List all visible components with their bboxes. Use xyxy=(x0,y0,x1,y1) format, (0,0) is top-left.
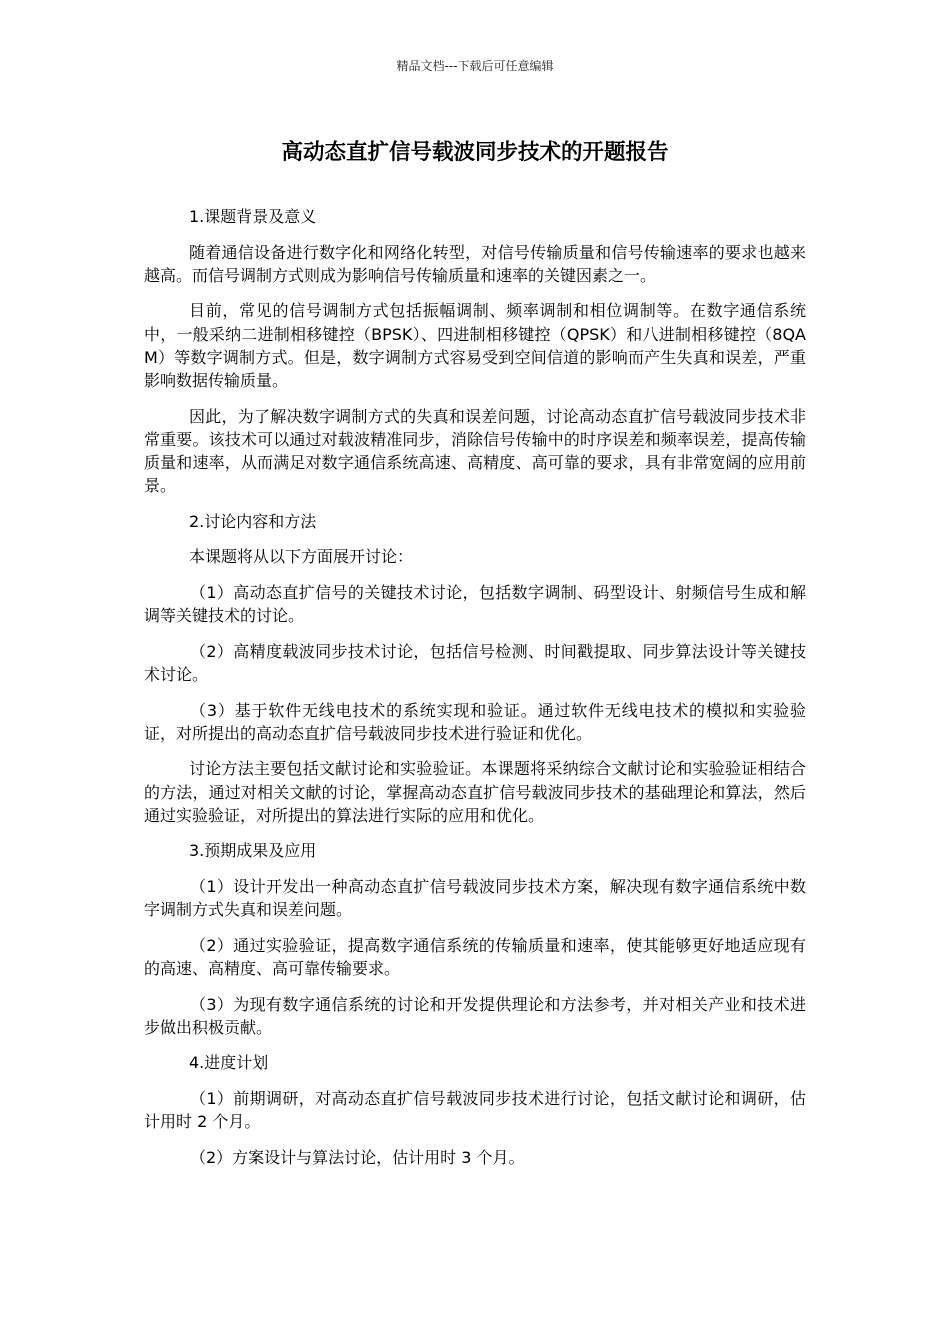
list-item: （2）高精度载波同步技术讨论，包括信号检测、时间戳提取、同步算法设计等关键技术讨论。 xyxy=(144,641,806,684)
document-title: 高动态直扩信号载波同步技术的开题报告 xyxy=(281,140,669,165)
list-item: （3）为现有数字通信系统的讨论和开发提供理论和方法参考，并对相关产业和技术进步做出积极贡献。 xyxy=(144,994,806,1037)
document-body xyxy=(144,205,806,1181)
list-item: （3）基于软件无线电技术的系统实现和验证。通过软件无线电技术的模拟和实验验证，对所提出的高动态直扩信号载波同步技术进行验证和优化。 xyxy=(144,700,806,743)
list-item: （2）通过实验验证，提高数字通信系统的传输质量和速率，使其能够更好地适应现有的高速、高精度、高可靠传输要求。 xyxy=(144,935,806,978)
section-heading-expected-results: 3.预期成果及应用 xyxy=(189,841,317,861)
section-heading-content-methods: 2.讨论内容和方法 xyxy=(189,511,317,531)
body-paragraph: 本课题将从以下方面展开讨论： xyxy=(189,547,414,567)
list-item: （1）前期调研，对高动态直扩信号载波同步技术进行讨论，包括文献讨论和调研，估计用时 2 个月。 xyxy=(144,1088,806,1132)
body-paragraph: 随着通信设备进行数字化和网络化转型，对信号传输质量和信号传输速率的要求也越来越高。而信号调制方式则成为影响信号传输质量和速率的关键因素之一。 xyxy=(144,242,806,285)
list-item: （2）方案设计与算法讨论，估计用时 3 个月。 xyxy=(190,1147,525,1167)
body-paragraph: 因此，为了解决数字调制方式的失真和误差问题，讨论高动态直扩信号载波同步技术非常重要。该技术可以通过对载波精准同步，消除信号传输中的时序误差和频率误差，提高传输质量和速率，从而满足对数字通信系统高速、高精度、高可靠的要求，具有非常宽阔的应用前景。 xyxy=(144,406,806,496)
list-item: （1）设计开发出一种高动态直扩信号载波同步技术方案，解决现有数字通信系统中数字调制方式失真和误差问题。 xyxy=(144,876,806,920)
section-heading-schedule: 4.进度计划 xyxy=(189,1053,269,1073)
list-item: （1）高动态直扩信号的关键技术讨论，包括数字调制、码型设计、射频信号生成和解调等关键技术的讨论。 xyxy=(144,582,806,626)
body-paragraph: 目前，常见的信号调制方式包括振幅调制、频率调制和相位调制等。在数字通信系统中，一般采纳二进制相移键控（BPSK）、四进制相移键控（QPSK）和八进制相移键控（8QAM）等数字调制方式。但是，数字调制方式容易受到空间信道的影响而产生失真和误差，严重影响数据传输质量。 xyxy=(144,301,806,390)
page-header-watermark: 精品文档---下载后可任意编辑 xyxy=(396,59,554,73)
section-heading-background: 1.课题背景及意义 xyxy=(189,207,317,226)
body-paragraph: 讨论方法主要包括文献讨论和实验验证。本课题将采纳综合文献讨论和实验验证相结合的方法，通过对相关文献的讨论，掌握高动态直扩信号载波同步技术的基础理论和算法，然后通过实验验证，对所提出的算法进行实际的应用和优化。 xyxy=(144,759,806,825)
